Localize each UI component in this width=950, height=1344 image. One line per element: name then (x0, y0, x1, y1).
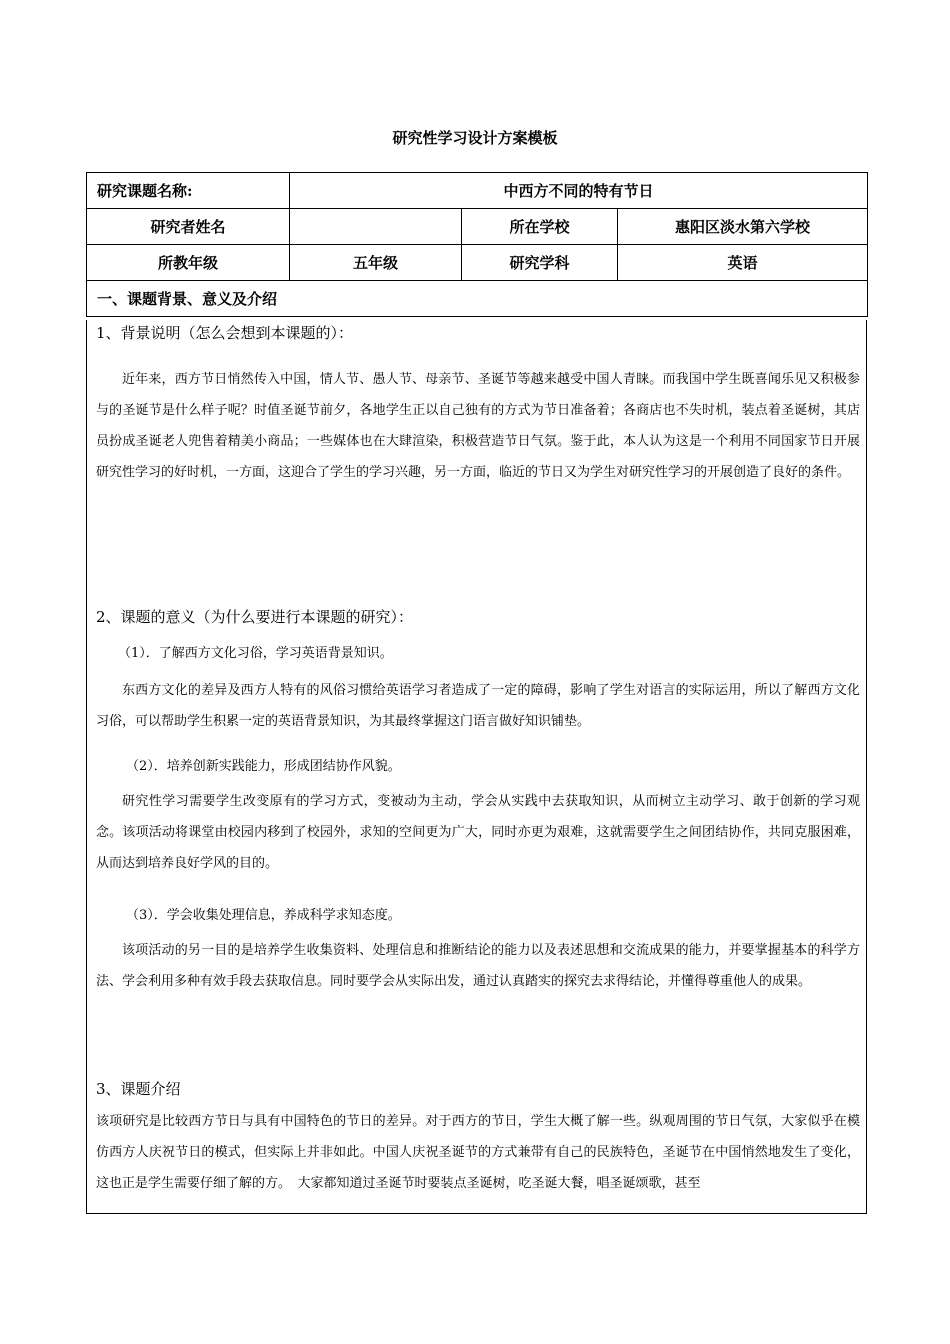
significance-point-1-title: （1）．了解西方文化习俗，学习英语背景知识。 (118, 646, 393, 661)
document-title: 研究性学习设计方案模板 (392, 129, 558, 147)
topic-value: 中西方不同的特有节日 (290, 173, 868, 209)
school-value: 惠阳区淡水第六学校 (618, 209, 868, 245)
researcher-label: 研究者姓名 (87, 209, 290, 245)
grade-value: 五年级 (290, 245, 462, 281)
table-row (87, 173, 868, 209)
topic-label: 研究课题名称: (87, 173, 290, 209)
background-text: 近年来，西方节日悄然传入中国，情人节、愚人节、母亲节、圣诞节等越来越受中国人青睐。而我国中学生既喜闻乐见又积极参与的圣诞节是什么样子呢？时值圣诞节前夕，各地学生正以自己独有的方式为节日准备着；各商店也不失时机，装点着圣诞树，其店员扮成圣诞老人兜售着精美小商品；一些媒体也在大肆渲染，积极营造节日气氛。鉴于此，本人认为这是一个利用不同国家节日开展研究性学习的好时机，一方面，这迎合了学生的学习兴趣，另一方面，临近的节日又为学生对研究性学习的开展创造了良好的条件。 (96, 372, 860, 480)
significance-point-3-text: 该项活动的另一目的是培养学生收集资料、处理信息和推断结论的能力以及表述思想和交流成果的能力，并要掌握基本的科学方法、学会利用多种有效手段去获取信息。同时要学会从实际出发，通过认真踏实的探究去求得结论，并懂得尊重他人的成果。 (96, 943, 860, 989)
subject-value: 英语 (618, 245, 868, 281)
table-row (87, 281, 868, 317)
significance-point-2-text: 研究性学习需要学生改变原有的学习方式，变被动为主动，学会从实践中去获取知识，从而树立主动学习、敢于创新的学习观念。该项活动将课堂由校园内移到了校园外，求知的空间更为广大，同时亦更为艰难，这就需要学生之间团结协作，共同克服困难，从而达到培养良好学风的目的。 (96, 794, 860, 871)
researcher-value (290, 209, 462, 245)
section1-heading: 一、课题背景、意义及介绍 (87, 281, 868, 317)
subject-label: 研究学科 (462, 245, 618, 281)
significance-point-1-text: 东西方文化的差异及西方人特有的风俗习惯给英语学习者造成了一定的障碍，影响了学生对语言的实际运用，所以了解西方文化习俗，可以帮助学生积累一定的英语背景知识，为其最终掌握这门语言做好知识铺垫。 (96, 683, 860, 729)
intro-heading: 3、课题介绍 (96, 1080, 181, 1098)
table-row (87, 209, 868, 245)
significance-point-2-title: （2）．培养创新实践能力，形成团结协作风貌。 (126, 759, 401, 774)
table-row (87, 245, 868, 281)
intro-text: 该项研究是比较西方节日与具有中国特色的节日的差异。对于西方的节日，学生大概了解一些。纵观周围的节日气氛，大家似乎在模仿西方人庆祝节日的模式，但实际上并非如此。中国人庆祝圣诞节的方式兼带有自己的民族特色，圣诞节在中国悄然地发生了变化，这也正是学生需要仔细了解的方。 大家都知道过圣诞节时要装点圣诞树，吃圣诞大餐，唱圣诞颂歌，甚至 (96, 1114, 860, 1191)
school-label: 所在学校 (462, 209, 618, 245)
background-heading: 1、背景说明（怎么会想到本课题的）： (96, 324, 354, 342)
project-info-table (86, 172, 868, 317)
significance-point-3-title: （3）．学会收集处理信息，养成科学求知态度。 (126, 908, 401, 923)
grade-label: 所教年级 (87, 245, 290, 281)
significance-heading: 2、课题的意义（为什么要进行本课题的研究）： (96, 608, 414, 626)
